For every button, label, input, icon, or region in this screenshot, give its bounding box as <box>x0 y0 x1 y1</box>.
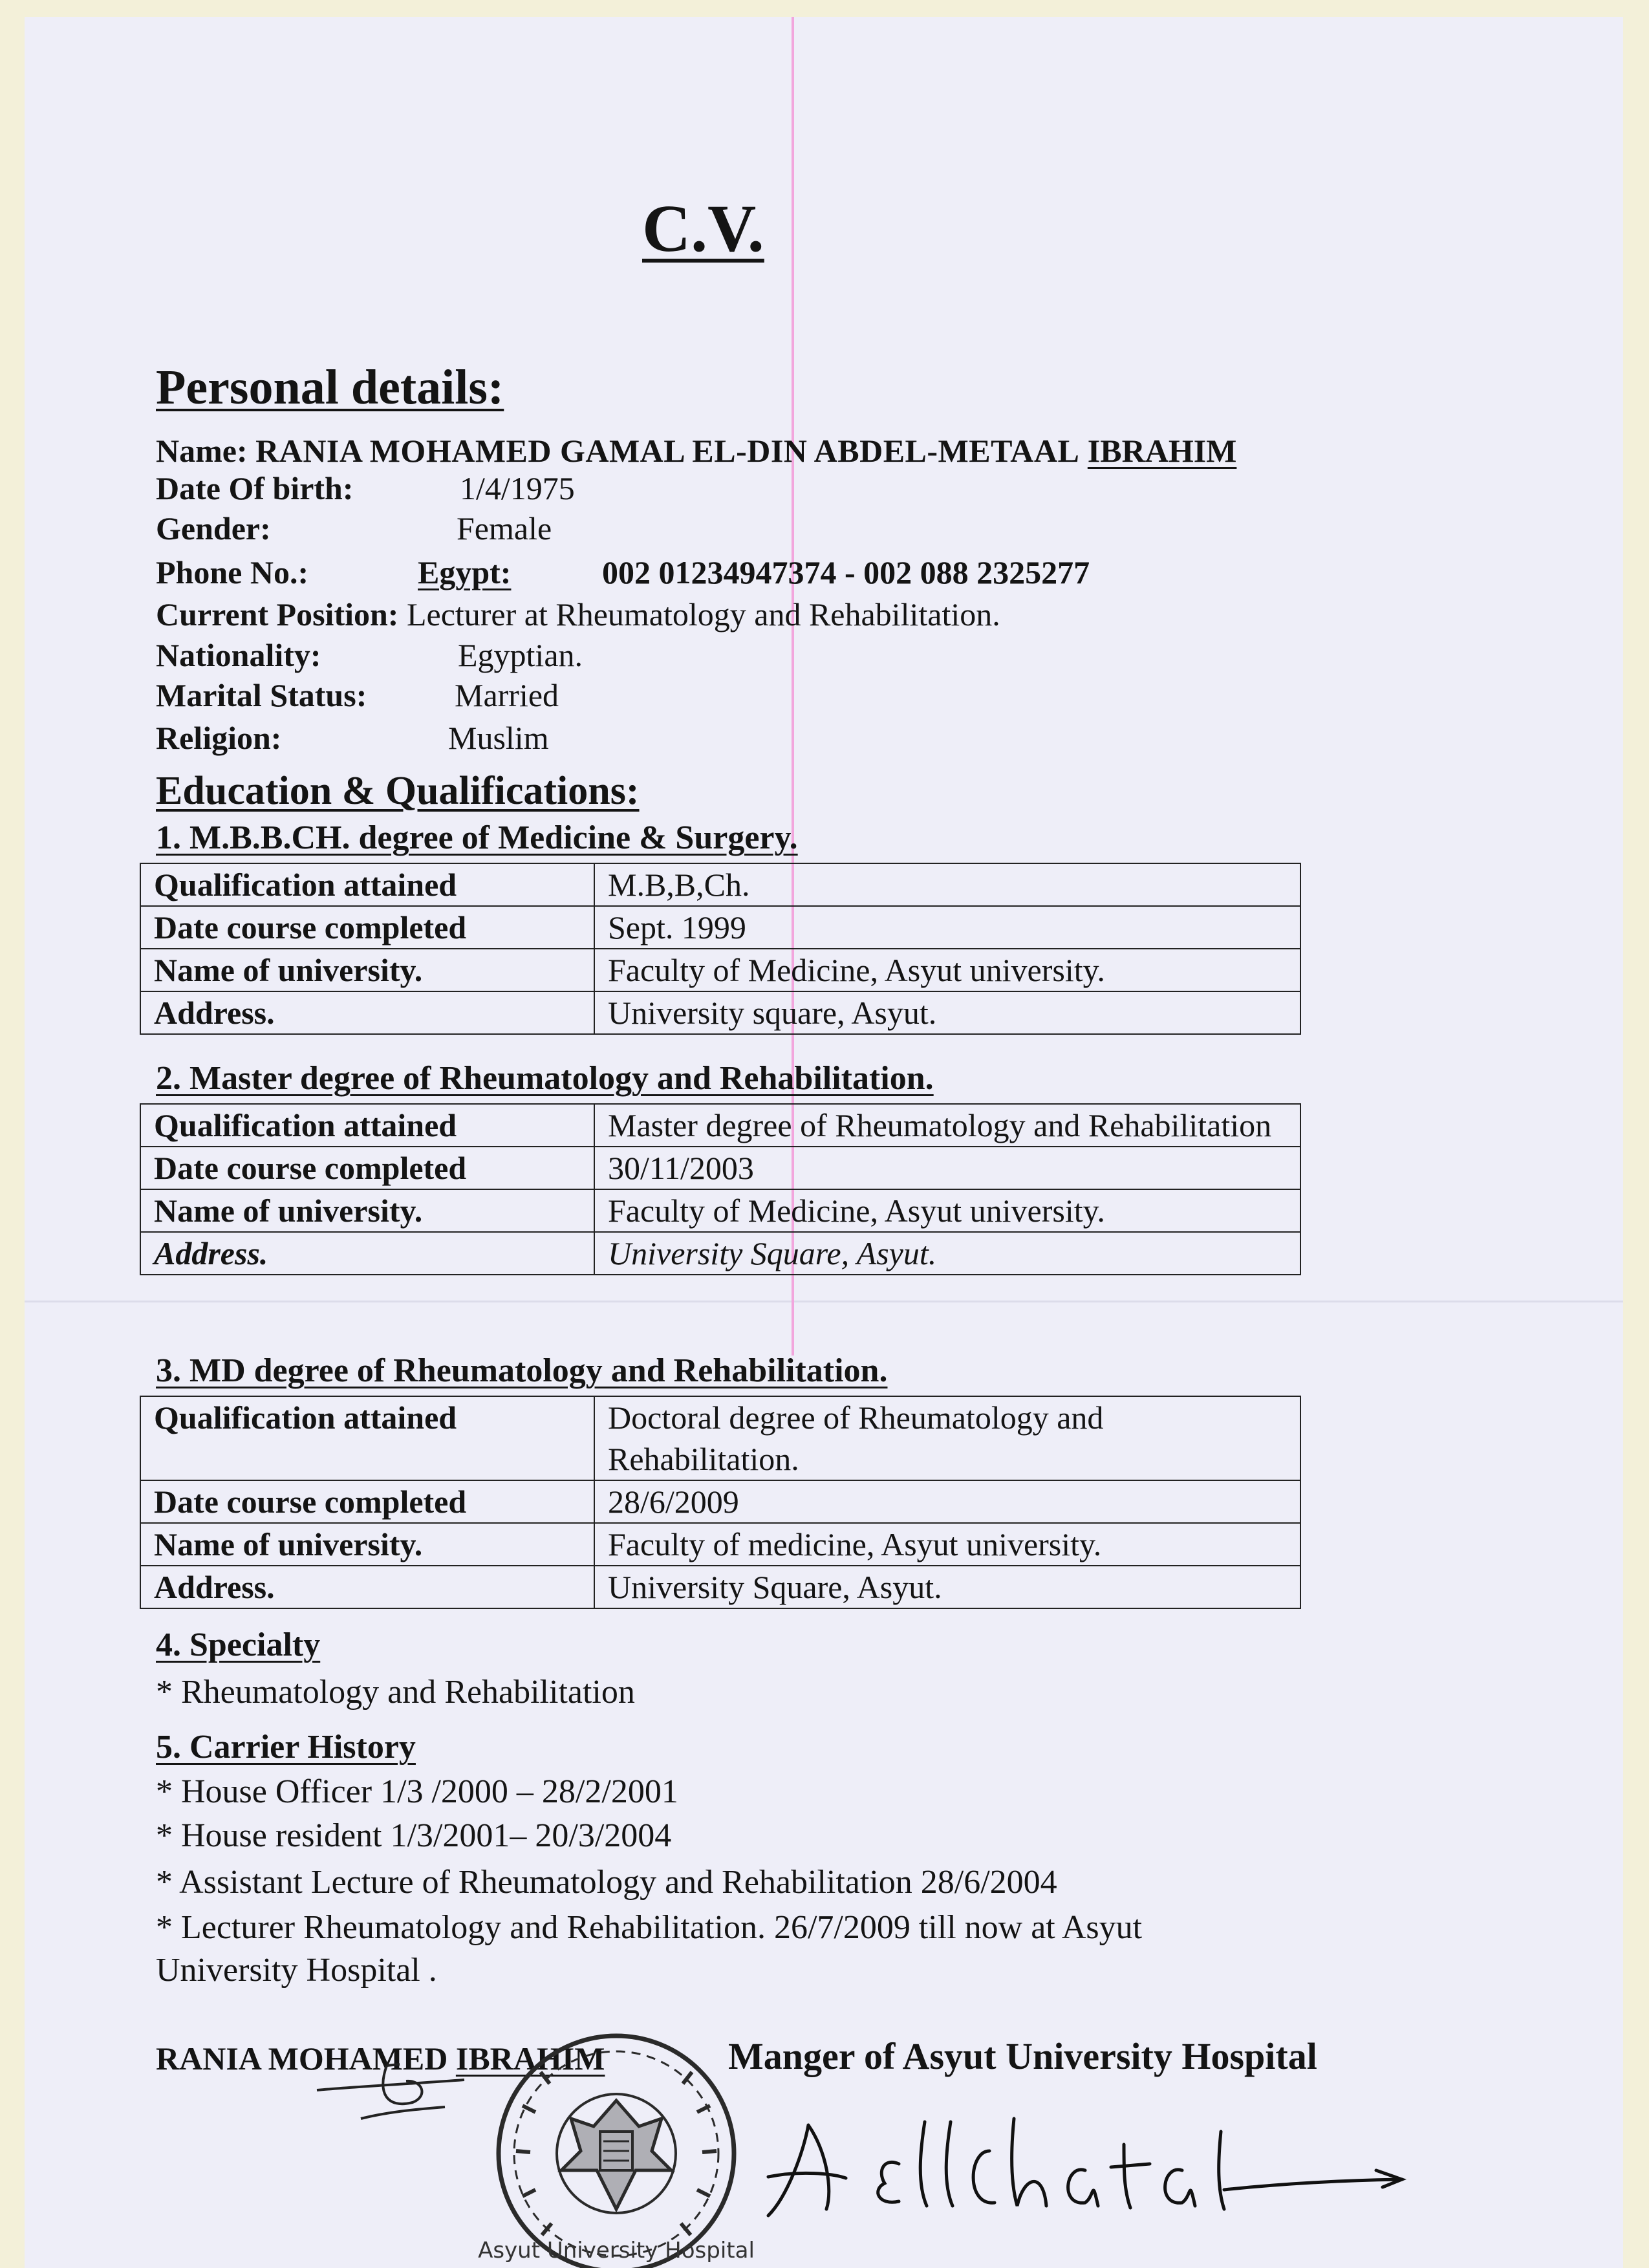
career-item: * House resident 1/3/2001– 20/3/2004 <box>156 1817 672 1854</box>
career-item: * House Officer 1/3 /2000 – 28/2/2001 <box>156 1773 678 1810</box>
table-value-cell: Sept. 1999 <box>594 906 1300 949</box>
marital-label: Marital Status: <box>156 677 367 713</box>
nationality-value: Egyptian. <box>458 637 583 673</box>
nationality-label: Nationality: <box>156 637 321 673</box>
table-label-cell: Name of university. <box>140 1189 594 1232</box>
table-label-cell: Address. <box>140 991 594 1034</box>
table-value-cell: Master degree of Rheumatology and Rehabilitation <box>594 1104 1300 1147</box>
degree-1-heading: 1. M.B.B.CH. degree of Medicine & Surgery. <box>156 819 798 856</box>
degree-2-heading: 2. Master degree of Rheumatology and Rehabilitation. <box>156 1060 934 1097</box>
religion-label: Religion: <box>156 720 282 756</box>
applicant-surname: IBRAHIM <box>455 2040 605 2077</box>
career-item: University Hospital . <box>156 1952 437 1989</box>
dob-label: Date Of birth: <box>156 470 354 506</box>
career-item: * Assistant Lecture of Rheumatology and Rehabilitation 28/6/2004 <box>156 1864 1057 1901</box>
table-label-cell: Date course completed <box>140 906 594 949</box>
table-label-cell: Address. <box>140 1232 594 1275</box>
education-heading: Education & Qualifications: <box>156 769 640 813</box>
gender-label: Gender: <box>156 510 271 546</box>
position-label: Current Position: <box>156 596 399 632</box>
table-label-cell: Date course completed <box>140 1480 594 1523</box>
name-surname: IBRAHIM <box>1087 433 1237 469</box>
degree-3-heading: 3. MD degree of Rheumatology and Rehabilitation. <box>156 1352 888 1389</box>
personal-details-heading: Personal details: <box>156 360 504 415</box>
table-value-cell: Doctoral degree of Rheumatology and Rehabilitation. <box>594 1396 1300 1480</box>
specialty-item: * Rheumatology and Rehabilitation <box>156 1674 635 1711</box>
table-label-cell: Name of university. <box>140 949 594 991</box>
table-label-cell: Qualification attained <box>140 863 594 906</box>
manager-title: Manger of Asyut University Hospital <box>728 2035 1317 2077</box>
page-title: C.V. <box>642 191 764 266</box>
stamp-text: Asyut University Hospital <box>478 2238 755 2263</box>
table-value-cell: 28/6/2009 <box>594 1480 1300 1523</box>
career-heading: 5. Carrier History <box>156 1729 416 1766</box>
dob-value: 1/4/1975 <box>460 470 575 506</box>
table-value-cell: Faculty of medicine, Asyut university. <box>594 1523 1300 1566</box>
phone-value: 002 01234947374 - 002 088 2325277 <box>602 554 1090 590</box>
table-value-cell: University Square, Asyut. <box>594 1566 1300 1608</box>
position-value: Lecturer at Rheumatology and Rehabilitation. <box>406 596 1000 632</box>
table-value-cell: Faculty of Medicine, Asyut university. <box>594 1189 1300 1232</box>
name-label: Name: <box>156 433 248 469</box>
signature-art <box>25 17 1623 2268</box>
gender-value: Female <box>457 510 552 546</box>
applicant-handwritten-signature <box>317 2064 464 2119</box>
career-item: * Lecturer Rheumatology and Rehabilitation. 26/7/2009 till now at Asyut <box>156 1909 1143 1946</box>
official-stamp <box>478 2036 755 2268</box>
specialty-heading: 4. Specialty <box>156 1626 321 1663</box>
table-label-cell: Qualification attained <box>140 1104 594 1147</box>
table-label-cell: Address. <box>140 1566 594 1608</box>
manager-signature-text: A Elkhatab <box>1357 2086 1360 2087</box>
marital-value: Married <box>455 677 559 713</box>
table-value-cell: M.B,B,Ch. <box>594 863 1300 906</box>
table-value-cell: University square, Asyut. <box>594 991 1300 1034</box>
manager-handwritten-signature <box>768 2085 1402 2216</box>
table-label-cell: Qualification attained <box>140 1396 594 1480</box>
table-value-cell: 30/11/2003 <box>594 1147 1300 1189</box>
name-value: RANIA MOHAMED GAMAL EL-DIN ABDEL-METAAL <box>255 433 1080 469</box>
table-label-cell: Date course completed <box>140 1147 594 1189</box>
phone-country: Egypt: <box>418 554 512 590</box>
applicant-name: RANIA MOHAMED <box>156 2040 448 2077</box>
table-label-cell: Name of university. <box>140 1523 594 1566</box>
religion-value: Muslim <box>448 720 549 756</box>
cv-page <box>25 17 1623 2268</box>
table-value-cell: Faculty of Medicine, Asyut university. <box>594 949 1300 991</box>
table-value-cell: University Square, Asyut. <box>594 1232 1300 1275</box>
phone-label: Phone No.: <box>156 554 309 590</box>
